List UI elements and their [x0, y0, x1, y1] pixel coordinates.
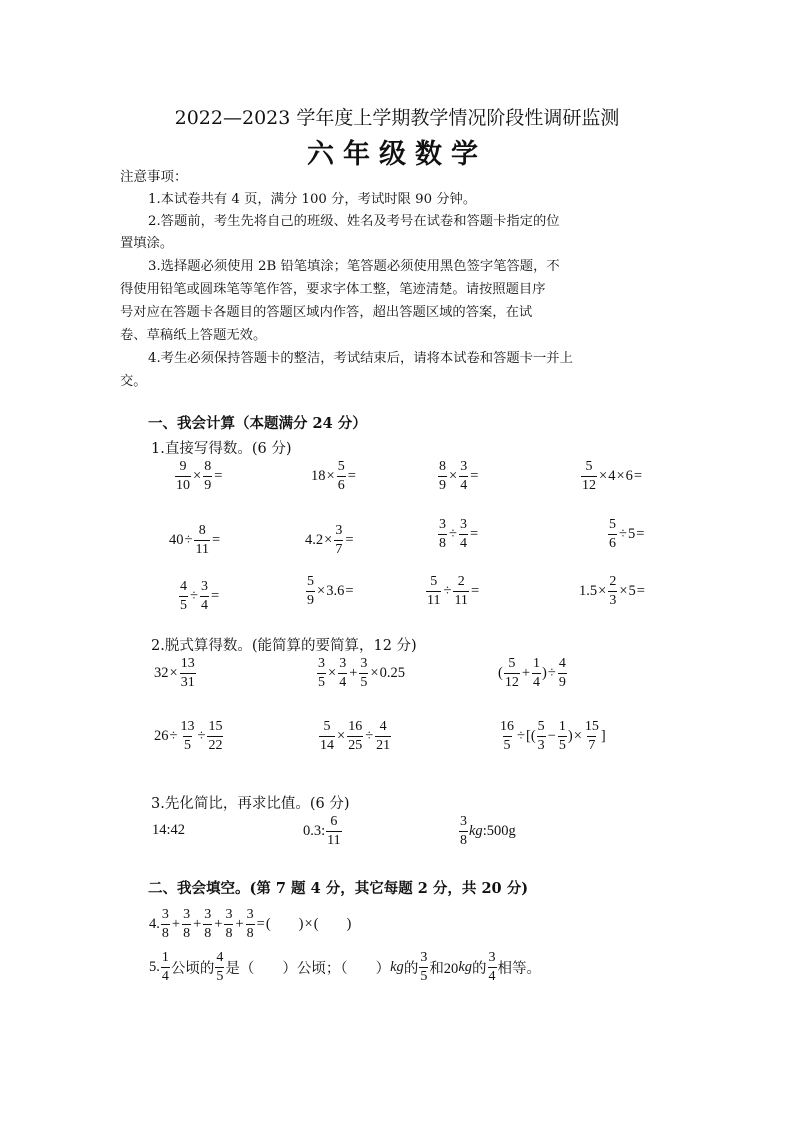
- fraction: $\frac{4}{5}$: [180, 579, 187, 613]
- answer-blank-1[interactable]: ( ): [265, 916, 304, 932]
- fraction: $\frac{13}{31}$: [180, 656, 195, 690]
- fraction: $\frac{4}{21}$: [376, 719, 391, 753]
- calc-2-3: ( 5 12 + $\frac{1}{4}$ ) ÷ $\frac{4}{9}$: [498, 656, 566, 690]
- fraction: 1 4: [161, 950, 169, 984]
- fraction: $\frac{8}{9}$: [204, 459, 212, 493]
- fraction: 4 5: [216, 950, 224, 984]
- fraction: $\frac{1}{5}$: [558, 719, 566, 753]
- calc-1-12: 1.5 × $\frac{2}{3}$ × 5 =: [579, 574, 645, 608]
- fraction: $\frac{5}{9}$: [307, 574, 314, 608]
- note-1: 1.本试卷共有 4 页，满分 100 分，考试时限 90 分钟。: [148, 192, 477, 207]
- question-5: 5. 1 4 公顷的 4 5 是（ ）公顷；（ ） kg 的 3 5 和20 kg 的 3 4 相等。: [149, 950, 541, 984]
- fraction: $\frac{8}{11}$: [195, 523, 209, 557]
- question-3-title: 3.先化简比，再求比值。(6 分): [151, 796, 350, 812]
- fraction: 3 8: [161, 907, 169, 941]
- fraction: $\frac{3}{8}$: [246, 907, 254, 941]
- note-3-line-2: 得使用铅笔或圆珠笔等笔作答，要求字体工整，笔迹清楚。请按照题目序: [120, 282, 546, 297]
- fraction: $\frac{13}{5}$: [180, 719, 195, 753]
- ratio-2: 0.3: 6 11: [303, 814, 341, 848]
- fraction: 3 4: [488, 950, 496, 984]
- fraction: 5 12: [504, 656, 519, 690]
- calc-1-11: $\frac{5}{11}$ ÷ $\frac{2}{11}$ =: [427, 574, 480, 608]
- calc-2-5: $\frac{5}{14}$ × $\frac{16}{25}$ ÷ $\frac{4}{21}$: [320, 719, 391, 753]
- fraction: $\frac{16}{25}$: [348, 719, 363, 753]
- note-3-line-4: 卷、草稿纸上答题无效。: [120, 328, 267, 343]
- fraction: $\frac{3}{5}$: [318, 656, 325, 690]
- fraction: $\frac{15}{22}$: [208, 719, 223, 753]
- fraction: $\frac{3}{8}$: [183, 907, 191, 941]
- calc-2-2: $\frac{3}{5}$ × $\frac{3}{4}$ + $\frac{3}{5}$ × 0.25: [318, 656, 405, 690]
- note-3-line-3: 号对应在答题卡各题目的答题区域内作答，超出答题区域的答案，在试: [120, 305, 533, 320]
- notes-title: 注意事项：: [120, 169, 188, 185]
- calc-2-4: 26 ÷ $\frac{13}{5}$ ÷ $\frac{15}{22}$: [154, 719, 223, 753]
- calc-1-10: $\frac{5}{9}$ × 3.6 =: [307, 574, 354, 608]
- note-4-line-2: 交。: [120, 374, 147, 389]
- calc-1-4: $\frac{5}{12}$ × 4 × 6 =: [582, 459, 643, 493]
- calc-1-7: $\frac{3}{8}$ ÷ $\frac{3}{4}$ =: [439, 517, 479, 551]
- question-4: 4. 3 8 + $\frac{3}{8}$ + $\frac{3}{8}$ + $\frac{3}{8}$ + $\frac{3}{8}$ = ( ) × ( ): [149, 907, 352, 941]
- section-2-title: 二、我会填空。(第 7 题 4 分，其它每题 2 分，共 20 分): [148, 880, 529, 897]
- answer-blank-2[interactable]: ( ): [313, 916, 352, 932]
- fraction: $\frac{3}{4}$: [460, 459, 468, 493]
- fraction: 3 8: [460, 814, 467, 848]
- exam-subject: 六年级数学: [307, 139, 487, 170]
- calc-1-3: $\frac{8}{9}$ × $\frac{3}{4}$ =: [439, 459, 479, 493]
- note-2-line-2: 置填涂。: [120, 236, 174, 251]
- section-1-title: 一、我会计算（本题满分 24 分）: [148, 415, 367, 432]
- note-3-line-1: 3.选择题必须使用 2B 铅笔填涂；笔答题必须使用黑色签字笔答题，不: [148, 259, 560, 274]
- fraction: 5 3: [537, 719, 545, 753]
- fraction: $\frac{3}{8}$: [225, 907, 233, 941]
- fraction: $\frac{9}{10}$: [176, 459, 190, 493]
- ratio-1: 14:42: [152, 822, 186, 838]
- calc-1-6: 4.2 × $\frac{3}{7}$ =: [305, 523, 354, 557]
- exam-title: 2022—2023 学年度上学期教学情况阶段性调研监测: [174, 107, 620, 129]
- calc-2-6: $\frac{16}{5}$ ÷ [ ( 5 3 − $\frac{1}{5}$ ) × $\frac{15}{7}$ ]: [500, 719, 606, 753]
- calc-1-2: 18 × $\frac{5}{6}$ =: [311, 459, 356, 493]
- fraction: $\frac{16}{5}$: [500, 719, 514, 753]
- fraction: $\frac{4}{9}$: [558, 656, 566, 690]
- fraction: $\frac{3}{8}$: [439, 517, 446, 551]
- note-4-line-1: 4.考生必须保持答题卡的整洁，考试结束后，请将本试卷和答题卡一并上: [148, 351, 573, 366]
- fraction: 3 5: [420, 950, 428, 984]
- fraction: $\frac{2}{3}$: [609, 574, 617, 608]
- calc-1-5: 40 ÷ $\frac{8}{11}$ =: [169, 523, 221, 557]
- fraction: $\frac{5}{12}$: [582, 459, 596, 493]
- fraction: $\frac{3}{4}$: [200, 579, 208, 613]
- fraction: $\frac{3}{5}$: [360, 656, 368, 690]
- fraction: $\frac{3}{8}$: [204, 907, 212, 941]
- fraction: $\frac{5}{6}$: [609, 517, 616, 551]
- calc-1-8: $\frac{5}{6}$ ÷ 5 =: [609, 517, 645, 551]
- fraction: 6 11: [327, 814, 341, 848]
- fraction: $\frac{3}{4}$: [459, 517, 467, 551]
- fraction: $\frac{15}{7}$: [584, 719, 599, 753]
- question-2-title: 2.脱式算得数。(能简算的要简算，12 分): [151, 638, 417, 654]
- fraction: $\frac{8}{9}$: [439, 459, 446, 493]
- calc-1-9: $\frac{4}{5}$ ÷ $\frac{3}{4}$ =: [180, 579, 220, 613]
- calc-2-1: 32 × $\frac{13}{31}$: [154, 656, 195, 690]
- question-1-title: 1.直接写得数。(6 分): [151, 441, 292, 457]
- fraction: $\frac{3}{7}$: [335, 523, 343, 557]
- ratio-3: 3 8 kg :500g: [460, 814, 516, 848]
- fraction: $\frac{1}{4}$: [533, 656, 541, 690]
- fraction: $\frac{5}{11}$: [427, 574, 441, 608]
- fraction: $\frac{5}{6}$: [337, 459, 345, 493]
- fraction: $\frac{2}{11}$: [454, 574, 468, 608]
- fraction: $\frac{5}{14}$: [320, 719, 334, 753]
- note-2-line-1: 2.答题前，考生先将自己的班级、姓名及考号在试卷和答题卡指定的位: [148, 214, 560, 229]
- fraction: $\frac{3}{4}$: [339, 656, 347, 690]
- calc-1-1: $\frac{9}{10}$ × $\frac{8}{9}$ =: [176, 459, 223, 493]
